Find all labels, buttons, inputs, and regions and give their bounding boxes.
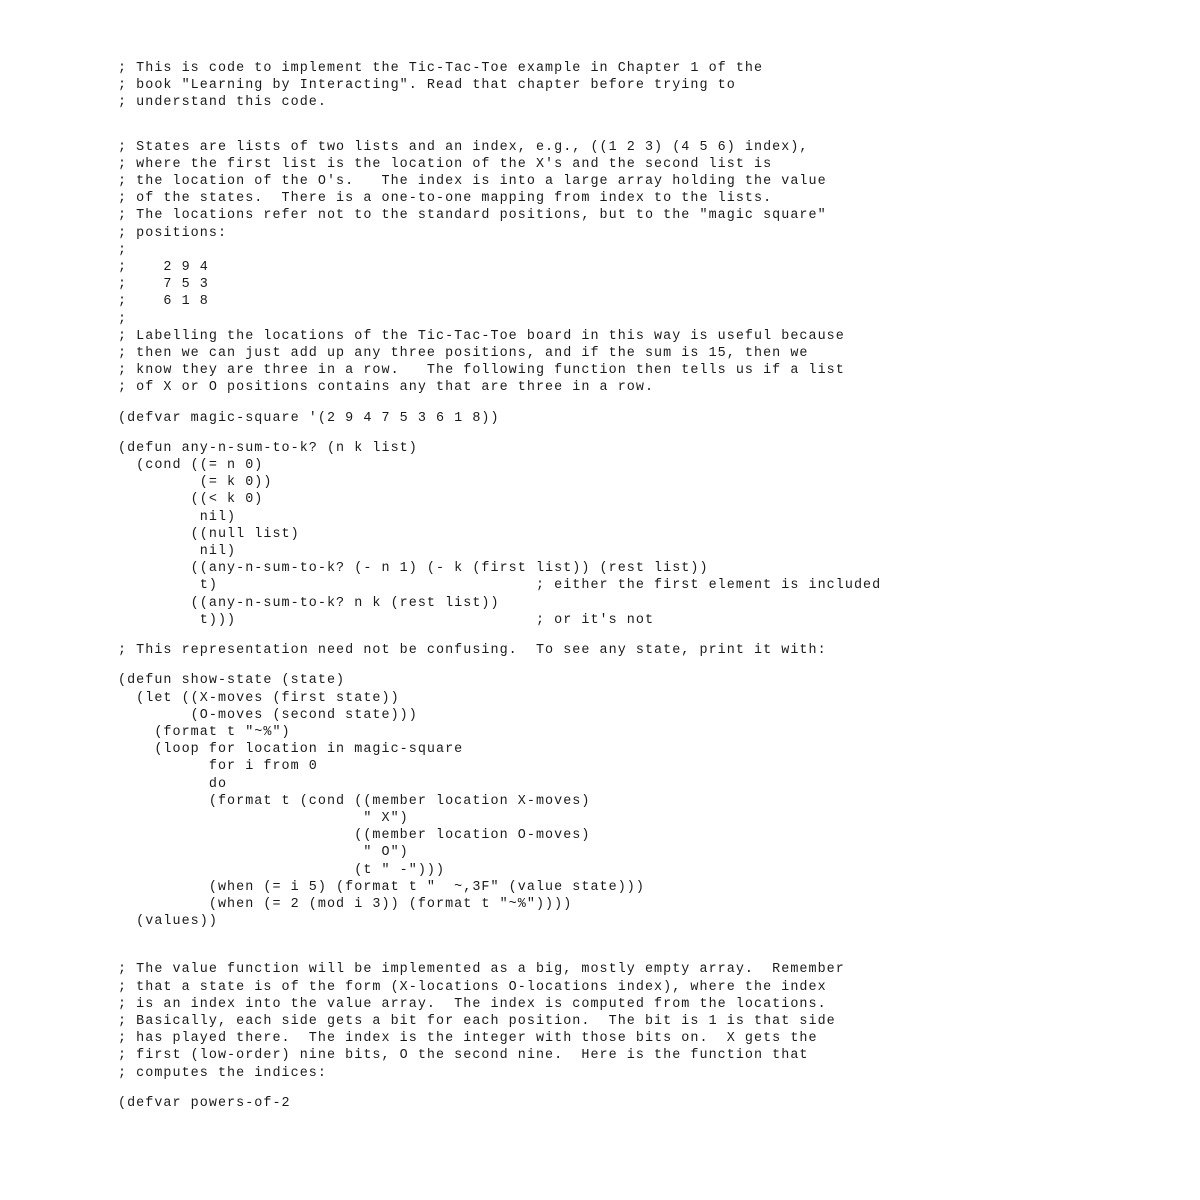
powers-of-2-defvar: (defvar powers-of-2 (118, 1095, 291, 1111)
magic-square-defvar: (defvar magic-square '(2 9 4 7 5 3 6 1 8)) (118, 410, 500, 426)
show-state-comment: ; This representation need not be confusing. To see any state, print it with: (118, 643, 827, 659)
header-comment: ; This is code to implement the Tic-Tac-Toe example in Chapter 1 of the ; book "Learning by Interacting". Read that chapter before trying to ; understand this code. (118, 61, 764, 111)
show-state-defun: (defun show-state (state) (let ((X-moves (first state)) (O-moves (second state))) (format t "~%") (loop for location in magic-square for i from 0 do (format t (cond ((member location X-moves) " X") ((member location O-moves) " O") (t " -"))) (when (= i 5) (format t " ~,3F" (value state))) (when (= 2 (mod i 3)) (format t "~%")))) (values)) (118, 673, 645, 930)
source-code-document (118, 60, 1178, 1112)
any-n-sum-to-k-defun: (defun any-n-sum-to-k? (n k list) (cond ((= n 0) (= k 0)) ((< k 0) nil) ((null list) nil) ((any-n-sum-to-k? (- n 1) (- k (first list)) (rest list)) t) ; either the first element is included ((any-n-sum-to-k? n k (rest list)) t))) ; or it's not (118, 440, 882, 628)
state-representation-comment: ; States are lists of two lists and an index, e.g., ((1 2 3) (4 5 6) index), ; where the first list is the location of the X's and the second list is ; the location of the O's. The index is into a large array holding the value ; of the states. There is a one-to-one mapping from index to the lists. ; The locations refer not to the standard positions, but to the "magic square" ; positions: ; ; 2 9 4 ; 7 5 3 ; 6 1 8 ; ; Labelling the locations of the Tic-Tac-Toe board in this way is useful because ; then we can just add up any three positions, and if the sum is 15, then we ; know they are three in a row. The following function then tells us if a list ; of X or O positions contains any that are three in a row. (118, 139, 845, 396)
value-function-comment: ; The value function will be implemented as a big, mostly empty array. Remember ; that a state is of the form (X-locations O-locations index), where the index ; is an index into the value array. The index is computed from the locations. ; Basically, each side gets a bit for each position. The bit is 1 is that side ; has played there. The index is the integer with those bits on. X gets the ; first (low-order) nine bits, O the second nine. Here is the function that ; computes the indices: (118, 962, 845, 1081)
